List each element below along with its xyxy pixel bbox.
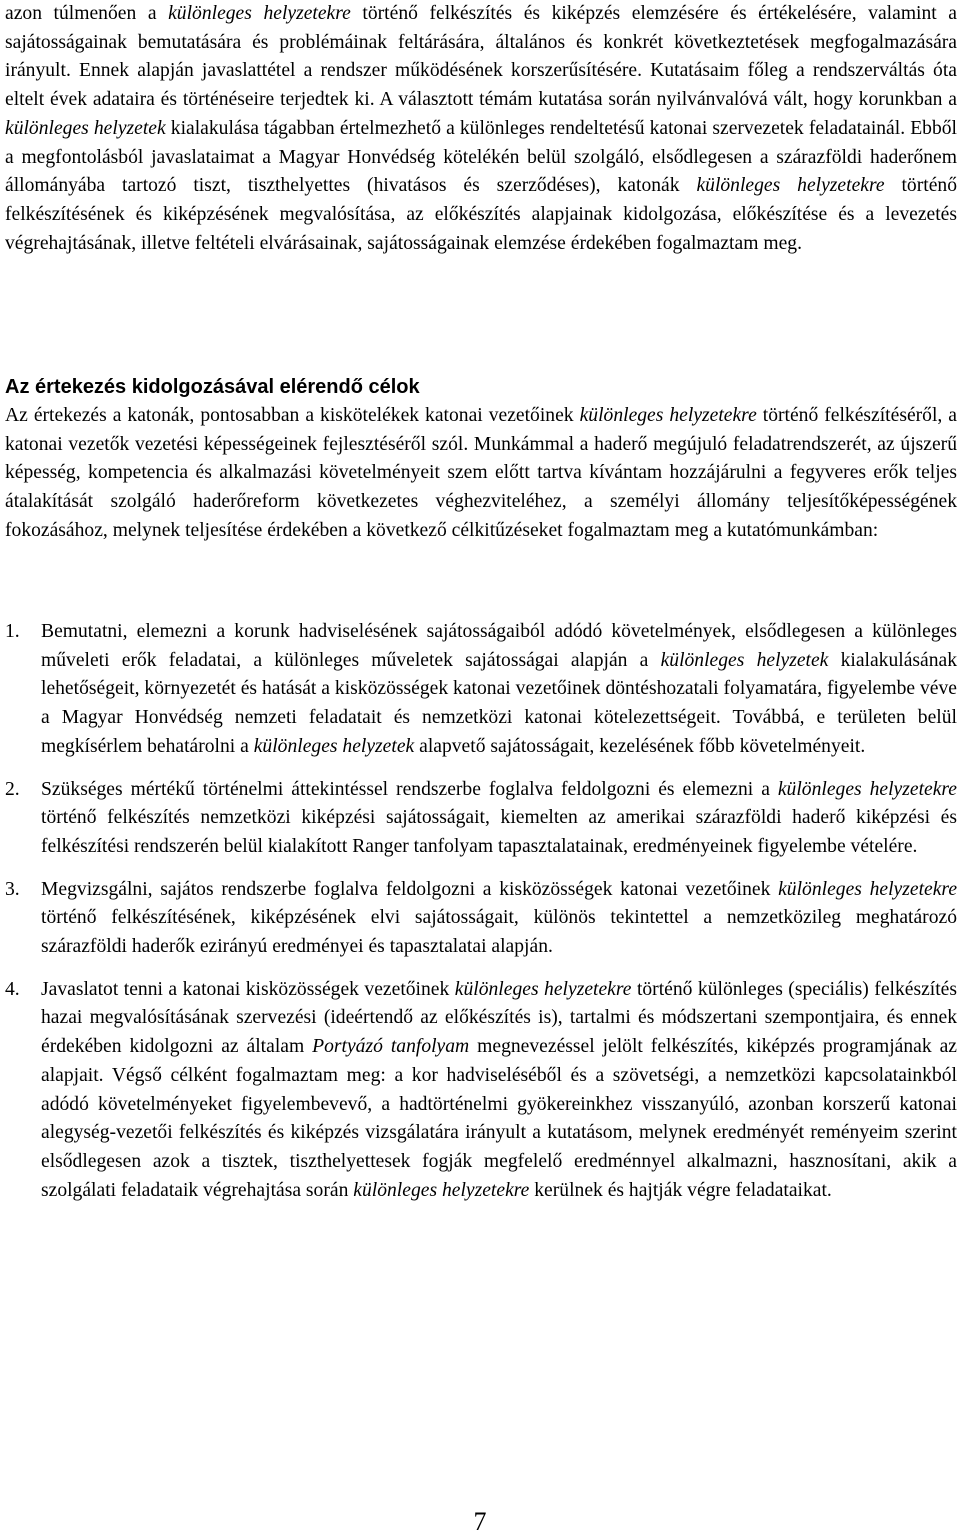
text-run: történő felkészítéséről, a katonai vezetők vezetési képességeinek fejlesztéséről szól. Munkámmal a haderő megújuló feladatrendszerét, az újszerű képesség, kompetencia és alkalmazási követelményeit szem előtt tartva kívántam hozzájárulni a fegyveres erők teljes átalakítását szolgáló haderőreform következetes véghezviteléhez, a személyi állomány teljesítőképességének fokozásához, melynek teljesítése érdekében a következő célkitűzéseket fogalmaztam meg a kutatómunkámban: bbox=[5, 405, 957, 541]
goal-item bbox=[5, 618, 957, 762]
italic-term: különleges helyzetekre bbox=[778, 878, 958, 900]
goal-number: 4. bbox=[5, 978, 20, 1000]
italic-term: különleges helyzetek bbox=[660, 649, 829, 671]
text-run: történő felkészítés nemzetközi kiképzési sajátosságait, kiemelten az amerikai szárazföldi haderő kiképzési és felkészítési rendszerén belül kialakított Ranger tanfolyam tapasztalatainak, eredményeinek figyelembe vételére. bbox=[41, 807, 957, 857]
italic-term: különleges helyzetek bbox=[5, 117, 166, 139]
text-run: történő felkészítésének, kiképzésének elvi sajátosságait, különös tekintettel a nemzetközileg meghatározó szárazföldi haderők ezirányú eredményei és tapasztalatai alapján. bbox=[41, 907, 957, 958]
text-run: Bemutatni, elemezni a korunk hadviselésének sajátosságaiból adódó követelmények, elsődlegesen a különleges műveleti erők feladatai, a különleges műveletek sajátosságai alapján a bbox=[41, 621, 957, 671]
text-run: történő különleges (speciális) felkészítés hazai megvalósításának szervezési (ideértendő az előkészítés is), tartalmi és módszertani szempontjaira, és ennek érdekében kidolgozni az általam bbox=[41, 978, 957, 1058]
text-run: kialakulásának lehetőségeit, környezetét és hatását a kisközösségek katonai vezetőinek döntéshozatali folyamatára, figyelembe véve a Magyar Honvédség nemzeti feladatait és nemzetközi katonai kötelezettségeit. Továbbá, e területen belül megkísérlem behatárolni a bbox=[41, 649, 958, 757]
italic-term: különleges helyzetekre bbox=[168, 3, 351, 24]
text-run: kialakulása tágabban értelmezhető a különleges rendeltetésű katonai szervezetek feladatainál. Ebből a megfontolásból javaslataimat a Magyar Honvédség kötelékén belül szolgáló, elsődlegesen a szárazföldi haderőnem állományába tartozó tiszt, tiszthelyettes (hivatásos és szerződéses), katonák bbox=[5, 117, 957, 197]
goal-item bbox=[5, 876, 957, 962]
italic-term: különleges helyzetekre bbox=[454, 978, 632, 1000]
goals-intro-paragraph bbox=[5, 402, 957, 546]
text-run: alapvető sajátosságait, kezelésének főbb követelményeit. bbox=[414, 735, 866, 757]
text-run: Megvizsgálni, sajátos rendszerbe foglalva feldolgozni a kisközösségek katonai vezetőinek bbox=[41, 878, 779, 900]
italic-term: különleges helyzetekre bbox=[579, 405, 757, 426]
goal-number: 2. bbox=[5, 778, 20, 800]
text-run: történő felkészítés és kiképzés elemzésére és értékelésére, valamint a sajátosságainak bemutatására és problémáinak feltárására, általános és konkrét következtetések megfogalmazására irányult. Ennek alapján javaslattétel a rendszer működésének korszerűsítésére. Kutatásaim főleg a rendszerváltás óta eltelt évek adataira és történéseire terjedtek ki. A választott témám kutatása során nyilvánvalóvá vált, hogy korunkban a bbox=[5, 3, 958, 111]
section-heading: Az értekezés kidolgozásával elérendő célok bbox=[5, 376, 420, 398]
italic-term: különleges helyzetekre bbox=[696, 175, 885, 197]
goal-item bbox=[5, 776, 957, 862]
text-run: megnevezéssel jelölt felkészítés, kiképzés programjának az alapjait. Végső célként fogalmaztam meg: a kor hadviseléséből és a szövetségi, a nemzetközi kapcsolatainkból adódó követelményeket figyelembevevő, a hadtörténelmi gyökereinkhez visszanyúló, azonban korszerű katonai alegység-vezetői felkészítés és kiképzés vizsgálatára irányult a kutatásom, melynek eredményét reményeim szerint elsődlegesen azok a tisztek, tiszthelyettesek fogják megfelelő eredménnyel alkalmazni, hasznosítani, akik a szolgálati feladataik végrehajtása során bbox=[41, 1036, 957, 1201]
text-run: Az értekezés a katonák, pontosabban a kiskötelékek katonai vezetőinek bbox=[5, 405, 580, 426]
italic-term: Portyázó tanfolyam bbox=[312, 1036, 470, 1058]
italic-term: különleges helyzetekre bbox=[777, 778, 958, 800]
goal-item bbox=[5, 976, 957, 1206]
text-run: történő felkészítésének és kiképzésének megvalósítása, az előkészítés alapjainak kidolgozása, előkészítése és a levezetés végrehajtásának, illetve feltételi elvárásainak, sajátosságainak elemzése érdekében fogalmaztam meg. bbox=[5, 175, 957, 254]
text-run: azon túlmenően a bbox=[5, 3, 169, 24]
intro-paragraph bbox=[5, 0, 957, 258]
goal-number: 3. bbox=[5, 878, 20, 900]
italic-term: különleges helyzetek bbox=[253, 735, 415, 757]
italic-term: különleges helyzetekre bbox=[353, 1179, 530, 1201]
page-number: 7 bbox=[473, 1507, 487, 1536]
text-run: kerülnek és hajtják végre feladataikat. bbox=[529, 1179, 832, 1201]
document-page bbox=[5, 0, 958, 1201]
goal-number: 1. bbox=[5, 621, 20, 642]
text-run: Javaslatot tenni a katonai kisközösségek vezetőinek bbox=[41, 978, 455, 1000]
text-run: Szükséges mértékű történelmi áttekintéssel rendszerbe foglalva feldolgozni és elemezni a bbox=[41, 778, 778, 800]
goals-list bbox=[5, 618, 957, 1219]
